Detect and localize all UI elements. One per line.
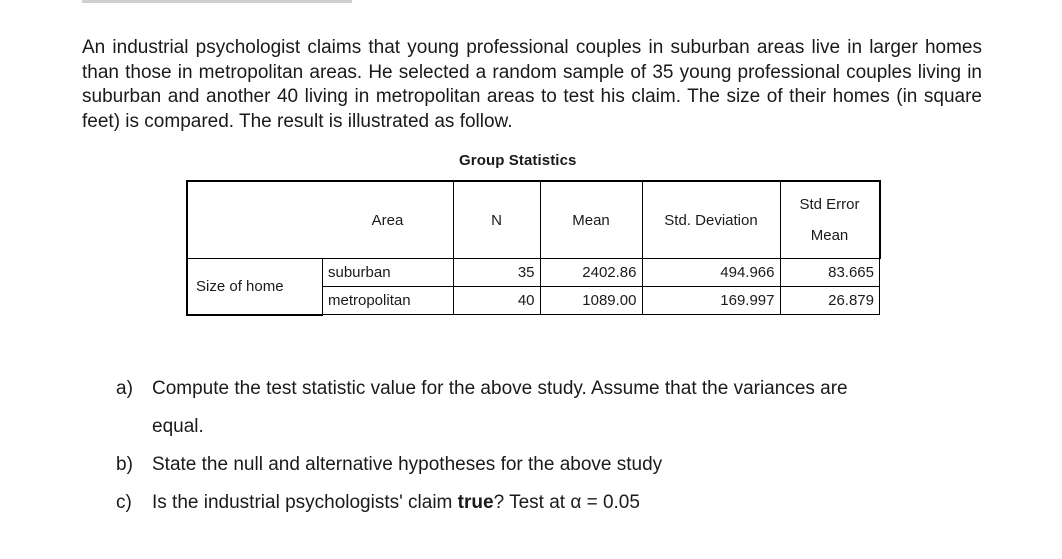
cell-std-error-mean: 26.879 (780, 287, 880, 315)
question-b (116, 446, 996, 484)
question-a (116, 370, 996, 446)
cell-n: 35 (453, 259, 540, 287)
cell-area: suburban (323, 259, 454, 287)
cell-n: 40 (453, 287, 540, 315)
group-statistics-table (186, 180, 881, 316)
empty-header-cell (187, 181, 323, 259)
header-std-error-mean (780, 181, 880, 259)
question-bold-word: true (457, 492, 494, 513)
cell-area: metropolitan (323, 287, 454, 315)
header-std-error-line2: Mean (810, 227, 849, 244)
header-mean: Mean (540, 181, 642, 259)
cell-std-deviation: 494.966 (642, 259, 780, 287)
table-title: Group Statistics (459, 152, 577, 169)
header-area: Area (323, 181, 454, 259)
question-text: State the null and alternative hypotheses for the above study (152, 454, 663, 475)
cell-std-deviation: 169.997 (642, 287, 780, 315)
row-label-size-of-home: Size of home (187, 259, 323, 315)
top-divider-line (82, 0, 352, 3)
table-header-row (187, 181, 880, 259)
cell-mean: 1089.00 (540, 287, 642, 315)
question-text-before: Is the industrial psychologists' claim (152, 492, 458, 513)
table-row (187, 259, 880, 287)
question-text-continuation: equal. (152, 416, 204, 437)
question-label: c) (116, 492, 132, 513)
header-std-deviation: Std. Deviation (642, 181, 780, 259)
question-text-after: ? Test at α = 0.05 (493, 492, 640, 513)
intro-paragraph: An industrial psychologist claims that young professional couples in suburban areas live in larger homes than those in metropolitan areas. He selected a random sample of 35 young professional couples living in suburban and another 40 living in metropolitan areas to test his claim. The size of their homes (in square feet) is compared. The result is illustrated as follow. (82, 37, 982, 132)
cell-mean: 2402.86 (540, 259, 642, 287)
cell-std-error-mean: 83.665 (780, 259, 880, 287)
header-std-error-line1: Std Error (799, 196, 860, 213)
questions-list (116, 370, 996, 522)
question-label: a) (116, 378, 133, 399)
header-n: N (453, 181, 540, 259)
question-text: Compute the test statistic value for the above study. Assume that the variances are (152, 378, 848, 399)
question-label: b) (116, 454, 133, 475)
question-c (116, 484, 996, 522)
